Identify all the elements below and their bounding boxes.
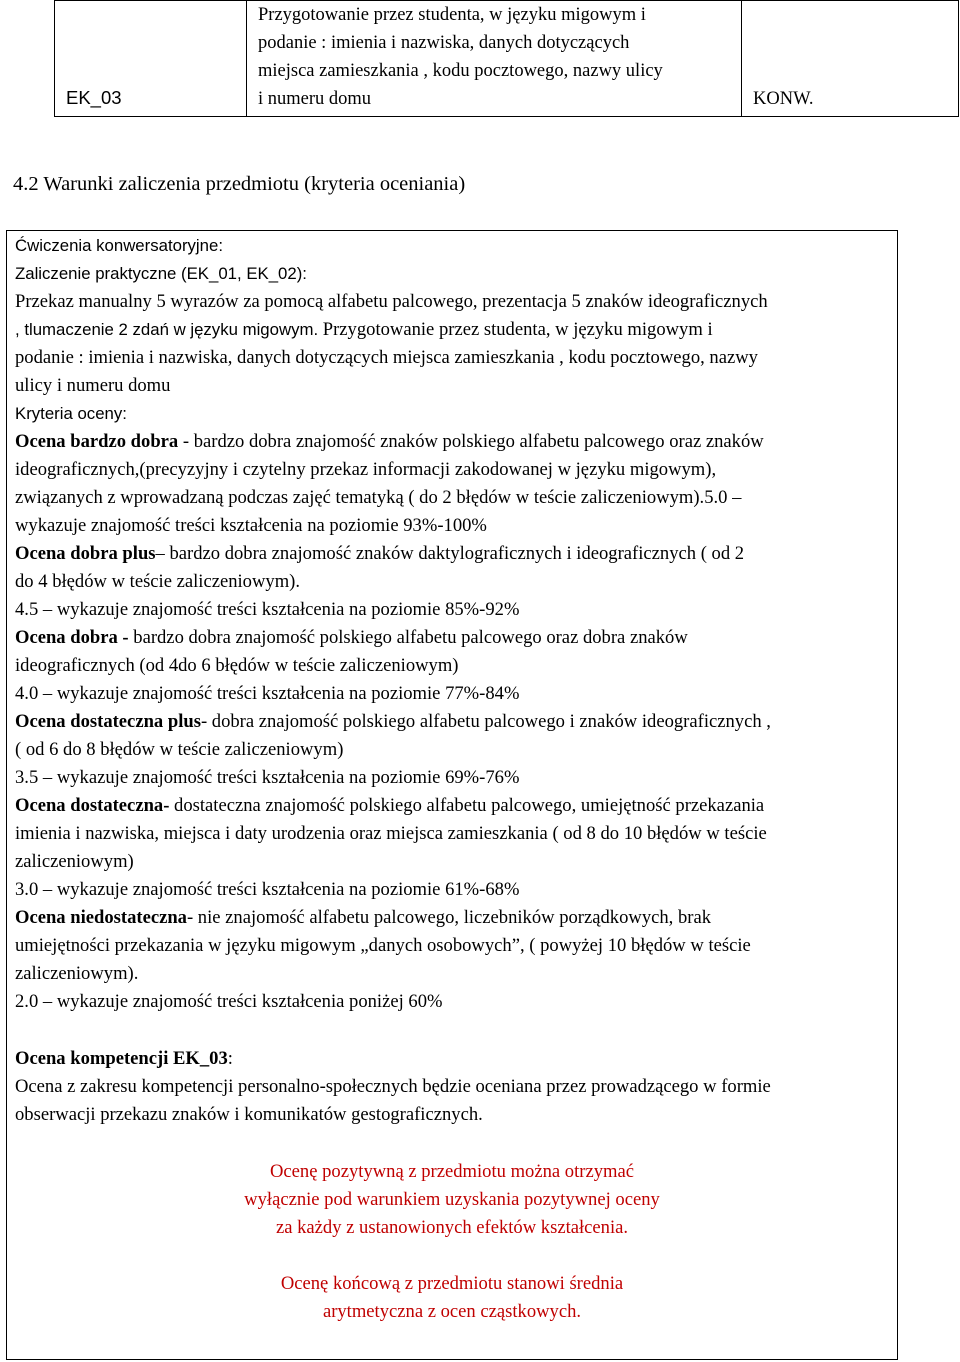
grade-2-title: Ocena niedostateczna [15,907,187,928]
grade-4-5-line [15,542,744,566]
task-translation: , tlumaczenie 2 zdań w języku migowym. [15,320,319,339]
grade-2-line [15,906,711,930]
effect-description-line: podanie : imienia i nazwiska, danych dotyczących [258,33,630,53]
grade-2-text: - nie znajomość alfabetu palcowego, liczebników porządkowych, brak [186,907,712,928]
grade-4-title: Ocena dobra - [15,627,129,648]
passing-note-line: Ocenę pozytywną z przedmiotu można otrzymać [270,1161,634,1182]
competence-line: obserwacji przekazu znaków i komunikatów gestograficznych. [15,1104,483,1125]
grade-3-line [15,794,764,818]
practical-label: Zaliczenie praktyczne (EK_01, EK_02): [15,264,307,283]
grade-3-5-title: Ocena dostateczna plus [15,711,201,732]
effect-description-line: Przygotowanie przez studenta, w języku migowym i [258,5,646,25]
effect-table [54,0,959,117]
task-preparation: Przygotowanie przez studenta, w języku migowym i [318,319,713,340]
effect-category: KONW. [753,89,814,109]
grade-3-5-line: ( od 6 do 8 błędów w teście zaliczeniowym) [15,739,344,760]
grade-3-5-line: 3.5 – wykazuje znajomość treści kształcenia na poziomie 69%-76% [15,767,520,788]
grade-5-title: Ocena bardzo dobra [15,431,179,452]
grade-4-line: ideograficznych (od 4do 6 błędów w teście zaliczeniowym) [15,655,459,676]
effect-code: EK_03 [66,87,122,108]
exercises-heading: Ćwiczenia konwersatoryjne: [15,236,223,255]
effect-description-line: i numeru domu [258,89,372,109]
grade-5-line [15,430,764,454]
task-line: Przekaz manualny 5 wyrazów za pomocą alfabetu palcowego, prezentacja 5 znaków ideograficznych [15,291,768,312]
grade-2-line: umiejętności przekazania w języku migowym „danych osobowych”, ( powyżej 10 błędów w teście [15,935,751,956]
grade-3-title: Ocena dostateczna- [15,795,170,816]
table-row [55,1,959,117]
grade-4-5-text: – bardzo dobra znajomość znaków daktylograficznych i ideograficznych ( od 2 [155,543,745,564]
grade-4-5-line: 4.5 – wykazuje znajomość treści kształcenia na poziomie 85%-92% [15,599,520,620]
final-grade-note-line: Ocenę końcową z przedmiotu stanowi średnia [280,1273,624,1294]
grade-5-line: ideograficznych,(precyzyjny i czytelny przekaz informacji zakodowanej w języku migowym), [15,459,717,480]
grade-3-line: 3.0 – wykazuje znajomość treści kształcenia na poziomie 61%-68% [15,879,520,900]
effect-category-cell [742,1,959,117]
criteria-label: Kryteria oceny: [15,404,127,423]
grade-5-line: związanych z wprowadzaną podczas zajęć tematyką ( do 2 błędów w teście zaliczeniowym).5.0 – [15,487,742,508]
grade-3-5-line [15,710,771,734]
competence-title: Ocena kompetencji EK_03 [15,1048,228,1069]
competence-heading [15,1047,233,1071]
grade-3-text: dostateczna znajomość polskiego alfabetu palcowego, umiejętność przekazania [169,795,765,816]
passing-note-line: za każdy z ustanowionych efektów kształcenia. [275,1217,629,1238]
grade-4-5-title: Ocena dobra plus [15,543,156,564]
grade-3-line: zaliczeniowym) [15,851,134,872]
grade-3-5-text: - dobra znajomość polskiego alfabetu palcowego i znaków ideograficznych , [200,711,771,732]
passing-note-line: wyłącznie pod warunkiem uzyskania pozytywnej oceny [244,1189,660,1210]
competence-line: Ocena z zakresu kompetencji personalno-społecznych będzie oceniana przez prowadzącego w formie [15,1076,771,1097]
competence-colon: : [227,1048,233,1069]
effect-code-cell [55,1,247,117]
grade-5-line: wykazuje znajomość treści kształcenia na poziomie 93%-100% [15,515,487,536]
task-line: ulicy i numeru domu [15,375,171,396]
final-grade-note-line: arytmetyczna z ocen cząstkowych. [322,1301,582,1322]
grade-4-line [15,626,688,650]
grade-3-line: imienia i nazwiska, miejsca i daty urodzenia oraz miejsca zamieszkania ( od 8 do 10 błędów w teście [15,823,767,844]
effect-description-cell [247,1,742,117]
grade-4-5-line: do 4 błędów w teście zaliczeniowym). [15,571,301,592]
grade-5-text: - bardzo dobra znajomość znaków polskiego alfabetu palcowego oraz znaków [178,431,764,452]
criteria-box [6,230,898,1360]
grade-4-line: 4.0 – wykazuje znajomość treści kształcenia na poziomie 77%-84% [15,683,520,704]
grade-4-text: bardzo dobra znajomość polskiego alfabetu palcowego oraz dobra znaków [128,627,688,648]
section-heading: 4.2 Warunki zaliczenia przedmiotu (kryteria oceniania) [13,173,466,195]
effect-description-line: miejsca zamieszkania , kodu pocztowego, nazwy ulicy [258,61,663,81]
task-line [15,318,713,342]
grade-2-line: zaliczeniowym). [15,963,139,984]
task-line: podanie : imienia i nazwiska, danych dotyczących miejsca zamieszkania , kodu pocztowego, nazwy [15,347,758,368]
grade-2-line: 2.0 – wykazuje znajomość treści kształcenia poniżej 60% [15,991,443,1012]
